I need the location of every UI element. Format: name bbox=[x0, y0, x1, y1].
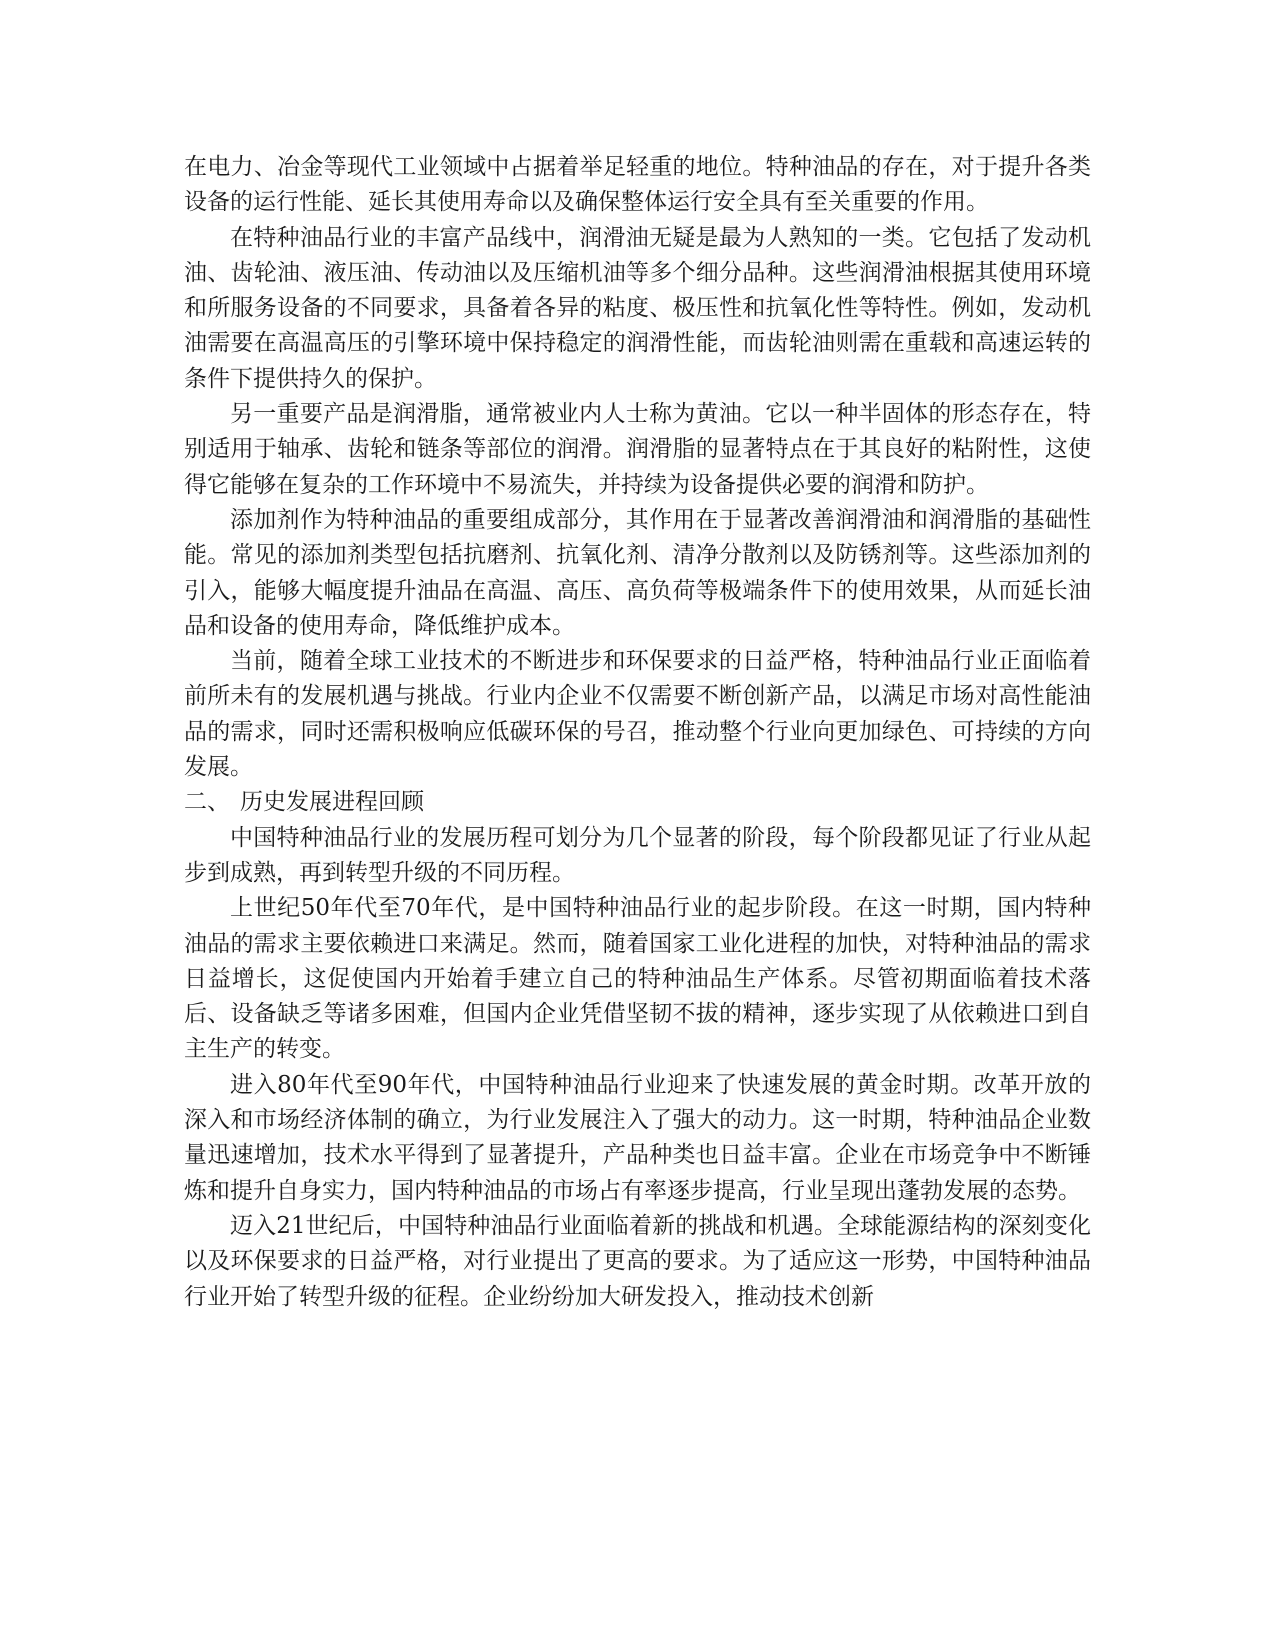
paragraph-continuation: 在电力、冶金等现代工业领域中占据着举足轻重的地位。特种油品的存在，对于提升各类设备的运行性能、延长其使用寿命以及确保整体运行安全具有至关重要的作用。 bbox=[184, 154, 1091, 216]
paragraph-history-intro: 中国特种油品行业的发展历程可划分为几个显著的阶段，每个阶段都见证了行业从起步到成熟，再到转型升级的不同历程。 bbox=[184, 824, 1091, 886]
document-page bbox=[184, 150, 1091, 1315]
section-heading-number: 二、 bbox=[184, 789, 230, 816]
paragraph-history-21st-century: 迈入21世纪后，中国特种油品行业面临着新的挑战和机遇。全球能源结构的深刻变化以及环保要求的日益严格，对行业提出了更高的要求。为了适应这一形势，中国特种油品行业开始了转型升级的征程。企业纷纷加大研发投入，推动技术创新 bbox=[184, 1212, 1091, 1310]
section-heading-title: 历史发展进程回顾 bbox=[240, 789, 424, 816]
paragraph-additives: 添加剂作为特种油品的重要组成部分，其作用在于显著改善润滑油和润滑脂的基础性能。常见的添加剂类型包括抗磨剂、抗氧化剂、清净分散剂以及防锈剂等。这些添加剂的引入，能够大幅度提升油品在高温、高压、高负荷等极端条件下的使用效果，从而延长油品和设备的使用寿命，降低维护成本。 bbox=[184, 506, 1091, 639]
paragraph-history-1980s: 进入80年代至90年代，中国特种油品行业迎来了快速发展的黄金时期。改革开放的深入和市场经济体制的确立，为行业发展注入了强大的动力。这一时期，特种油品企业数量迅速增加，技术水平得到了显著提升，产品种类也日益丰富。企业在市场竞争中不断锤炼和提升自身实力，国内特种油品的市场占有率逐步提高，行业呈现出蓬勃发展的态势。 bbox=[184, 1071, 1091, 1204]
section-heading bbox=[184, 785, 1091, 820]
paragraph-grease: 另一重要产品是润滑脂，通常被业内人士称为黄油。它以一种半固体的形态存在，特别适用于轴承、齿轮和链条等部位的润滑。润滑脂的显著特点在于其良好的粘附性，这使得它能够在复杂的工作环境中不易流失，并持续为设备提供必要的润滑和防护。 bbox=[184, 401, 1091, 498]
paragraph-current-situation: 当前，随着全球工业技术的不断进步和环保要求的日益严格，特种油品行业正面临着前所未有的发展机遇与挑战。行业内企业不仅需要不断创新产品，以满足市场对高性能油品的需求，同时还需积极响应低碳环保的号召，推动整个行业向更加绿色、可持续的方向发展。 bbox=[184, 648, 1091, 781]
paragraph-lubricating-oil: 在特种油品行业的丰富产品线中，润滑油无疑是最为人熟知的一类。它包括了发动机油、齿轮油、液压油、传动油以及压缩机油等多个细分品种。这些润滑油根据其使用环境和所服务设备的不同要求，具备着各异的粘度、极压性和抗氧化性等特性。例如，发动机油需要在高温高压的引擎环境中保持稳定的润滑性能，而齿轮油则需在重载和高速运转的条件下提供持久的保护。 bbox=[184, 224, 1091, 392]
paragraph-history-1950s: 上世纪50年代至70年代，是中国特种油品行业的起步阶段。在这一时期，国内特种油品的需求主要依赖进口来满足。然而，随着国家工业化进程的加快，对特种油品的需求日益增长，这促使国内开始着手建立自己的特种油品生产体系。尽管初期面临着技术落后、设备缺乏等诸多困难，但国内企业凭借坚韧不拔的精神，逐步实现了从依赖进口到自主生产的转变。 bbox=[184, 895, 1091, 1063]
